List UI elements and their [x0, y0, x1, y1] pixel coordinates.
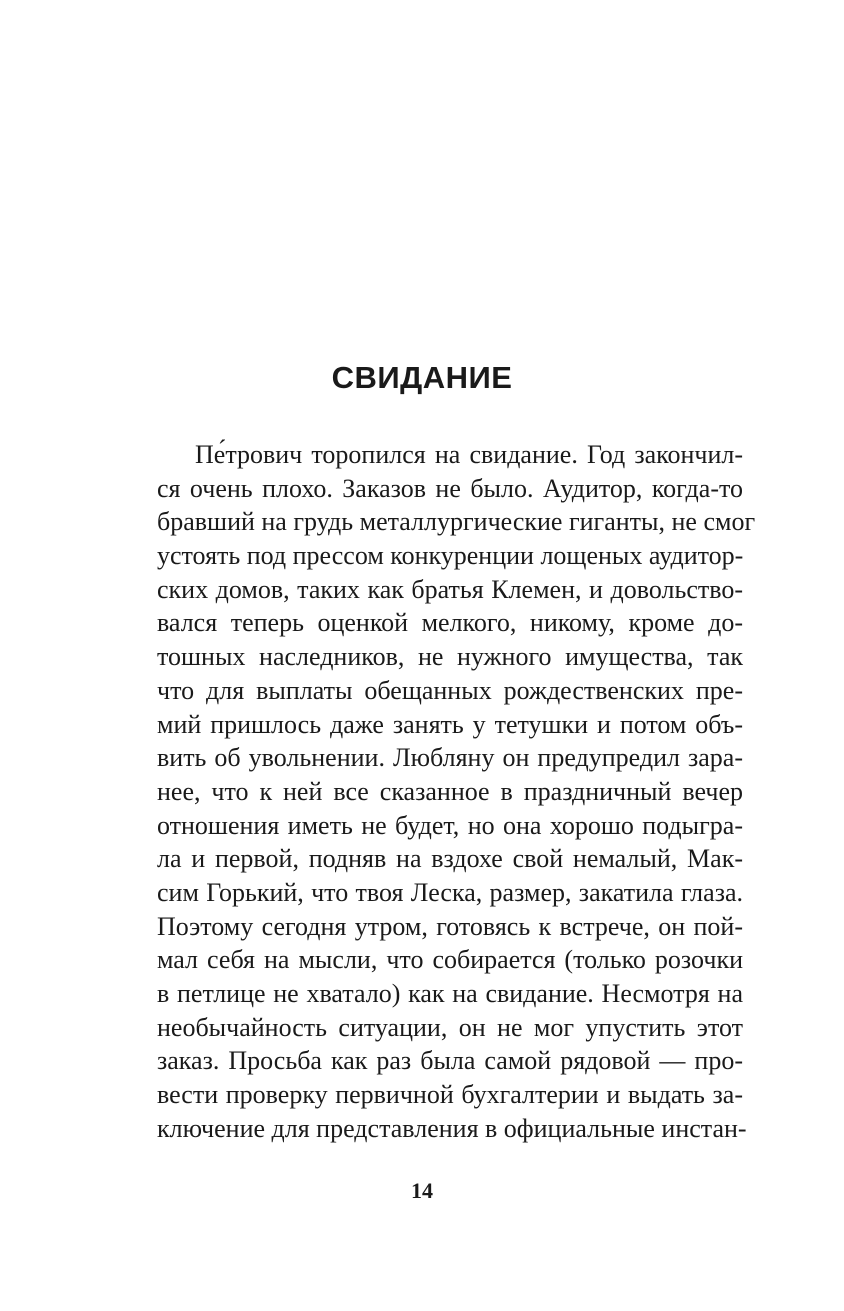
- text-line: тошных наследников, не нужного имущества, так: [157, 642, 743, 672]
- text-line: вести проверку первичной бухгалтерии и выдать за-: [157, 1080, 743, 1110]
- text-line: бравший на грудь металлургические гиганты, не смог: [157, 507, 756, 537]
- page-number: 14: [411, 1178, 433, 1203]
- text-line: вить об увольнении. Любляну он предупредил зара-: [157, 743, 743, 773]
- text-line: Пе́трович торопился на свидание. Год закончил-: [195, 440, 743, 469]
- text-line: что для выплаты обещанных рождественских пре-: [157, 675, 743, 705]
- text-line: мий пришлось даже занять у тетушки и потом объ-: [157, 709, 743, 739]
- text-line: сим Горький, что твоя Леска, размер, закатила глаза.: [157, 877, 743, 907]
- body-text: [157, 438, 756, 1145]
- text-line: ла и первой, подняв на вздохе свой немалый, Мак-: [157, 844, 743, 874]
- text-line: отношения иметь не будет, но она хорошо подыгра-: [157, 810, 743, 840]
- text-line: мал себя на мысли, что собирается (только розочки: [157, 945, 743, 975]
- text-line: необычайность ситуации, он не мог упустить этот: [157, 1012, 743, 1042]
- text-line: Поэтому сегодня утром, готовясь к встрече, он пой-: [157, 911, 743, 941]
- chapter-title: СВИДАНИЕ: [331, 360, 513, 395]
- text-line: ключение для представления в официальные инстан-: [157, 1113, 747, 1143]
- text-line: в петлице не хватало) как на свидание. Несмотря на: [157, 979, 743, 1008]
- text-line: заказ. Просьба как раз была самой рядовой — про-: [157, 1046, 743, 1076]
- text-line: нее, что к ней все сказанное в праздничный вечер: [157, 776, 743, 806]
- text-line: устоять под прессом конкуренции лощеных аудитор-: [157, 541, 744, 571]
- text-line: вался теперь оценкой мелкого, никому, кроме до-: [157, 608, 743, 638]
- text-line: ся очень плохо. Заказов не было. Аудитор, когда-то: [157, 473, 743, 503]
- text-line: ских домов, таких как братья Клемен, и довольство-: [157, 574, 743, 604]
